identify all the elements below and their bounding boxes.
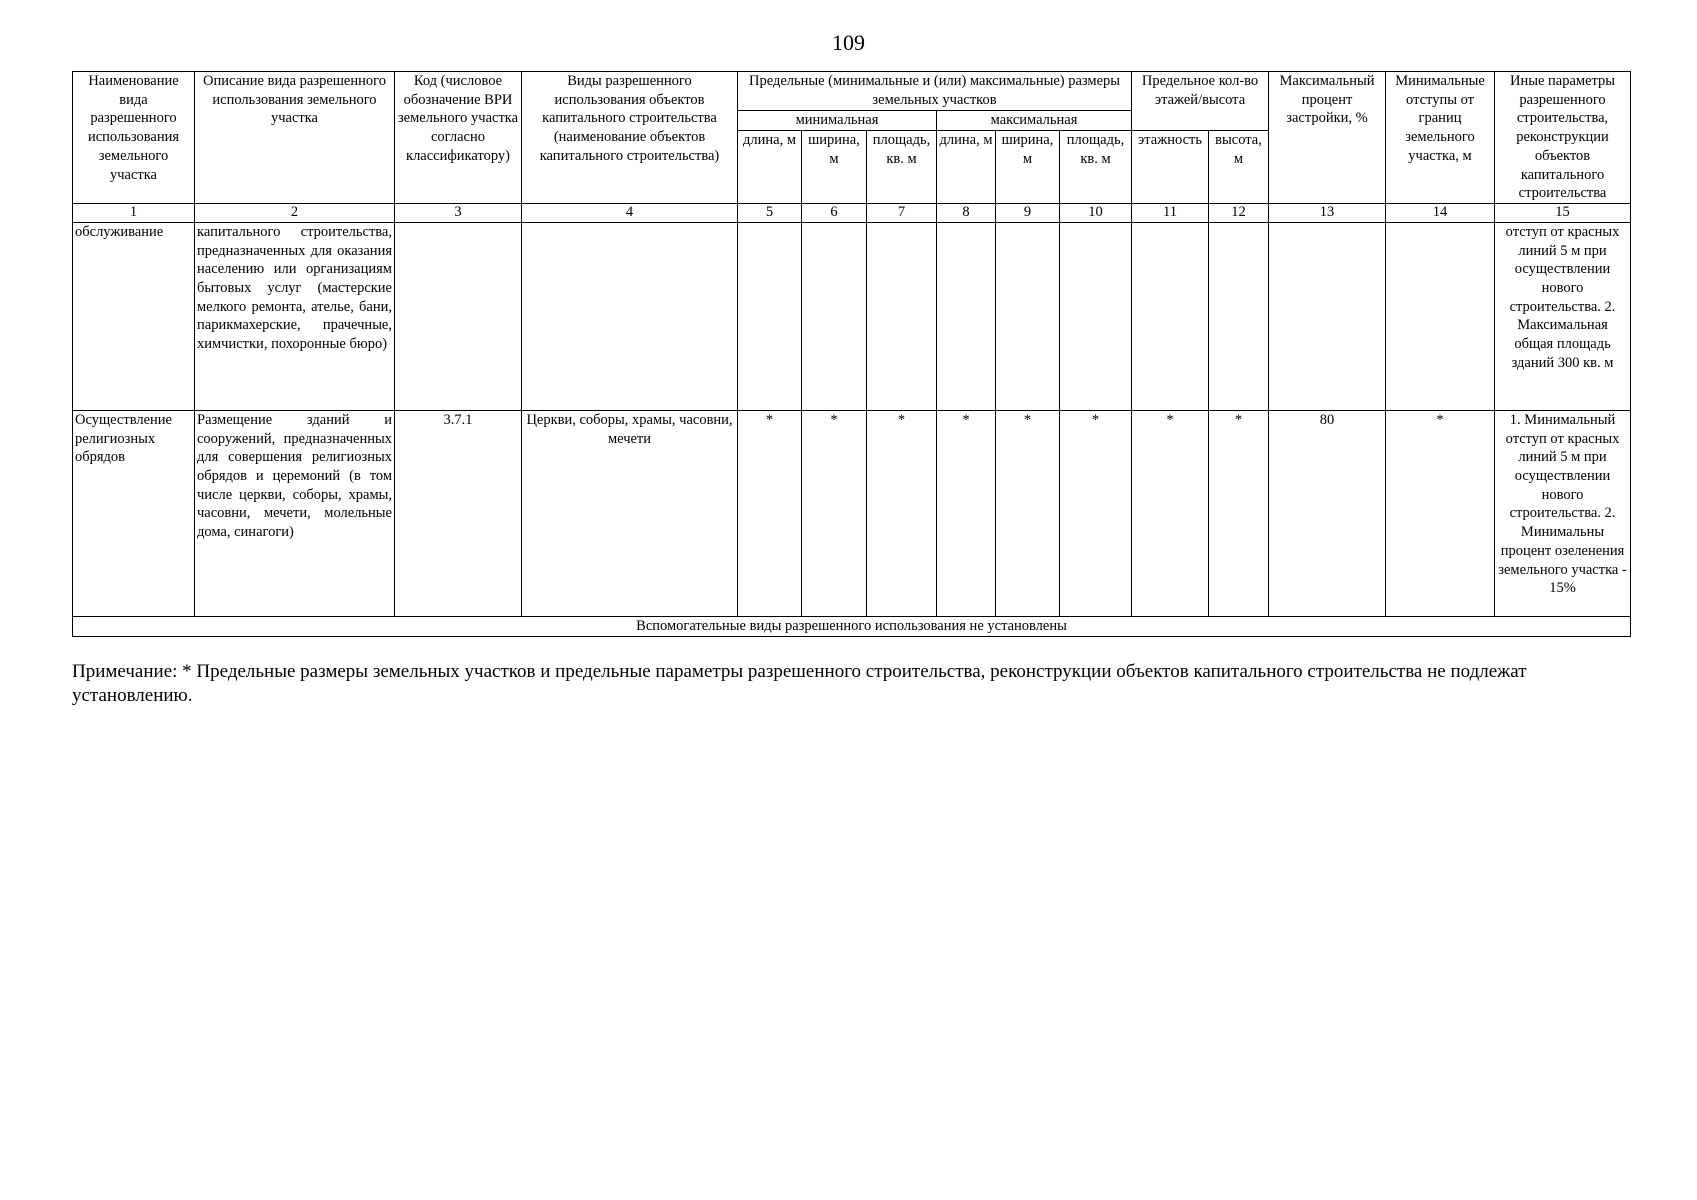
row-max-percent [1269, 222, 1386, 410]
row-min-offset: * [1386, 410, 1495, 616]
header-group-sizes: Предельные (минимальные и (или) максимальные) размеры земельных участков [738, 72, 1132, 111]
table-row [73, 222, 1631, 410]
row-min-width: * [802, 410, 867, 616]
row-floors: * [1132, 410, 1209, 616]
column-number: 8 [937, 203, 996, 222]
table-row [73, 410, 1631, 616]
row-code: 3.7.1 [395, 410, 522, 616]
row-min-width [802, 222, 867, 410]
header-max-length: длина, м [937, 130, 996, 203]
row-min-length: * [738, 410, 802, 616]
row-max-area [1060, 222, 1132, 410]
column-number: 11 [1132, 203, 1209, 222]
row-max-percent: 80 [1269, 410, 1386, 616]
header-col-code: Код (числовое обозначение ВРИ земельного участка согласно классификатору) [395, 72, 522, 204]
column-number: 14 [1386, 203, 1495, 222]
row-min-area: * [867, 410, 937, 616]
row-min-offset [1386, 222, 1495, 410]
row-description: Размещение зданий и сооружений, предназначенных для совершения религиозных обрядов и церемоний (в том числе церкви, соборы, храмы, часовни, мечети, молельные дома, синагоги) [195, 410, 395, 616]
column-number: 4 [522, 203, 738, 222]
column-number: 9 [996, 203, 1060, 222]
zoning-table [72, 71, 1631, 637]
header-group-min: минимальная [738, 110, 937, 130]
row-name: обслуживание [73, 222, 195, 410]
column-number: 12 [1209, 203, 1269, 222]
header-col-other: Иные параметры разрешенного строительства, реконструкции объектов капитального строительства [1495, 72, 1631, 204]
row-max-area: * [1060, 410, 1132, 616]
column-number: 10 [1060, 203, 1132, 222]
row-description: капитального строительства, предназначенных для оказания населению или организациям бытовых услуг (мастерские мелкого ремонта, ателье, бани, парикмахерские, прачечные, химчистки, похоронные бюро) [195, 222, 395, 410]
column-number: 13 [1269, 203, 1386, 222]
header-group-floors: Предельное кол-во этажей/высота [1132, 72, 1269, 131]
row-max-width: * [996, 410, 1060, 616]
row-objects: Церкви, соборы, храмы, часовни, мечети [522, 410, 738, 616]
header-max-area: площадь, кв. м [1060, 130, 1132, 203]
column-number: 3 [395, 203, 522, 222]
header-col-objects: Виды разрешенного использования объектов капитального строительства (наименование объектов капитального строительства) [522, 72, 738, 204]
header-min-length: длина, м [738, 130, 802, 203]
column-number: 1 [73, 203, 195, 222]
header-min-width: ширина, м [802, 130, 867, 203]
header-col-name: Наименование вида разрешенного использования земельного участка [73, 72, 195, 204]
aux-uses-row: Вспомогательные виды разрешенного использования не установлены [73, 616, 1631, 636]
header-col-description: Описание вида разрешенного использования земельного участка [195, 72, 395, 204]
row-code [395, 222, 522, 410]
row-max-width [996, 222, 1060, 410]
row-height: * [1209, 410, 1269, 616]
row-objects [522, 222, 738, 410]
column-number: 5 [738, 203, 802, 222]
column-number: 7 [867, 203, 937, 222]
page-number: 109 [832, 30, 865, 55]
column-number: 6 [802, 203, 867, 222]
header-col-max-percent: Максимальный процент застройки, % [1269, 72, 1386, 204]
row-max-length [937, 222, 996, 410]
footnote: Примечание: * Предельные размеры земельных участков и предельные параметры разрешенного строительства, реконструкции объектов капитального строительства не подлежат установлению. [72, 661, 1527, 706]
row-name: Осуществление религиозных обрядов [73, 410, 195, 616]
row-min-area [867, 222, 937, 410]
header-min-area: площадь, кв. м [867, 130, 937, 203]
row-floors [1132, 222, 1209, 410]
header-floors: этажность [1132, 130, 1209, 203]
row-height [1209, 222, 1269, 410]
header-group-max: максимальная [937, 110, 1132, 130]
header-height: высота, м [1209, 130, 1269, 203]
row-other: 1. Минимальный отступ от красных линий 5 м при осуществлении нового строительства. 2. Минимальны процент озеленения земельного участка - 15% [1495, 410, 1631, 616]
column-number: 2 [195, 203, 395, 222]
header-max-width: ширина, м [996, 130, 1060, 203]
header-col-min-offsets: Минимальные отступы от границ земельного участка, м [1386, 72, 1495, 204]
row-max-length: * [937, 410, 996, 616]
row-min-length [738, 222, 802, 410]
row-other: отступ от красных линий 5 м при осуществлении нового строительства. 2. Максимальная общая площадь зданий 300 кв. м [1495, 222, 1631, 410]
column-number: 15 [1495, 203, 1631, 222]
